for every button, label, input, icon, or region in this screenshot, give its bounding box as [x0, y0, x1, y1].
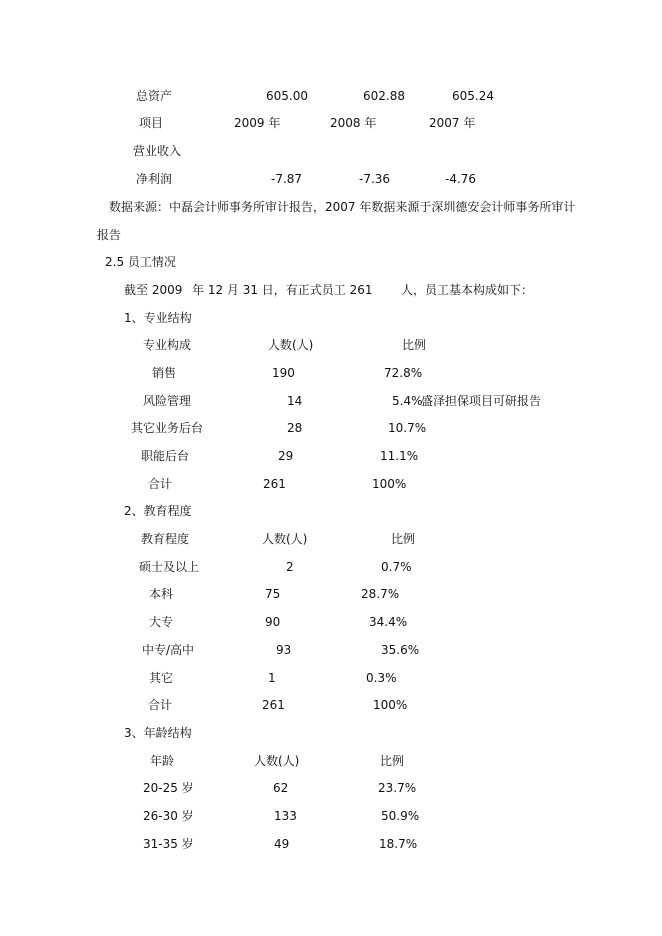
- professional-row-2-category: 其它业务后台: [131, 421, 204, 435]
- total-assets-2007: 605.24: [452, 89, 494, 103]
- education-row-3-ratio: 35.6%: [381, 643, 420, 657]
- professional-header-ratio: 比例: [402, 338, 427, 352]
- total-assets-2009: 605.00: [266, 89, 308, 103]
- net-profit-label: 净利润: [136, 172, 173, 186]
- professional-title: 1、专业结构: [124, 311, 192, 325]
- revenue-label: 营业收入: [133, 144, 182, 158]
- education-row-5-ratio: 100%: [373, 698, 408, 712]
- education-row-2-level: 大专: [149, 615, 174, 629]
- professional-row-4-ratio: 100%: [372, 477, 407, 491]
- total-assets-2008: 602.88: [363, 89, 405, 103]
- source-note-line1: 数据来源：中磊会计师事务所审计报告，2007 年数据来源于深圳德安会计师事务所审计: [109, 200, 576, 214]
- professional-row-0-ratio: 72.8%: [384, 366, 423, 380]
- professional-row-0-category: 销售: [152, 366, 177, 380]
- education-row-2-ratio: 34.4%: [369, 615, 408, 629]
- professional-row-4-category: 合计: [148, 477, 173, 491]
- source-note-line2: 报告: [97, 228, 122, 242]
- age-row-1-count: 133: [274, 809, 297, 823]
- net-profit-2008: -7.36: [359, 172, 391, 186]
- education-row-1-ratio: 28.7%: [361, 587, 400, 601]
- education-row-0-count: 2: [286, 560, 294, 574]
- age-row-2-count: 49: [274, 837, 290, 851]
- education-row-0-level: 硕士及以上: [139, 560, 200, 574]
- professional-row-3-count: 29: [278, 449, 294, 463]
- education-row-2-count: 90: [265, 615, 281, 629]
- age-row-0-range: 20-25 岁: [143, 781, 194, 795]
- education-row-5-level: 合计: [148, 698, 173, 712]
- education-title: 2、教育程度: [124, 504, 192, 518]
- education-row-4-count: 1: [268, 671, 276, 685]
- net-profit-2009: -7.87: [271, 172, 303, 186]
- age-row-2-ratio: 18.7%: [379, 837, 418, 851]
- financial-header-label: 项目: [139, 116, 164, 130]
- professional-row-0-count: 190: [272, 366, 295, 380]
- financial-header-2009: 2009 年: [234, 116, 281, 130]
- professional-row-1-count: 14: [287, 394, 303, 408]
- net-profit-2007: -4.76: [445, 172, 477, 186]
- professional-header-category: 专业构成: [143, 338, 192, 352]
- education-header-ratio: 比例: [391, 532, 416, 546]
- age-row-1-ratio: 50.9%: [381, 809, 420, 823]
- financial-header-2007: 2007 年: [429, 116, 476, 130]
- intro-part-b: 年 12 月 31 日，有正式员工 261: [192, 283, 373, 297]
- inline-note: 盛泽担保项目可研报告: [421, 394, 542, 408]
- age-row-0-count: 62: [273, 781, 289, 795]
- professional-header-count: 人数(人): [268, 338, 314, 352]
- professional-row-2-ratio: 10.7%: [388, 421, 427, 435]
- education-header-count: 人数(人): [262, 532, 308, 546]
- age-row-0-ratio: 23.7%: [378, 781, 417, 795]
- age-row-1-range: 26-30 岁: [143, 809, 194, 823]
- education-row-4-level: 其它: [149, 671, 174, 685]
- age-title: 3、年龄结构: [124, 726, 192, 740]
- professional-row-1-ratio: 5.4%: [392, 394, 423, 408]
- professional-row-4-count: 261: [263, 477, 286, 491]
- section-title: 2.5 员工情况: [105, 255, 176, 269]
- age-row-2-range: 31-35 岁: [143, 837, 194, 851]
- education-row-4-ratio: 0.3%: [366, 671, 397, 685]
- professional-row-3-ratio: 11.1%: [380, 449, 419, 463]
- professional-row-2-count: 28: [287, 421, 303, 435]
- intro-part-c: 人，员工基本构成如下：: [401, 283, 534, 297]
- professional-row-1-category: 风险管理: [143, 394, 192, 408]
- education-row-1-level: 本科: [149, 587, 174, 601]
- education-row-3-count: 93: [276, 643, 292, 657]
- age-header-count: 人数(人): [254, 754, 300, 768]
- professional-row-3-category: 职能后台: [141, 449, 190, 463]
- education-row-1-count: 75: [265, 587, 281, 601]
- total-assets-label: 总资产: [136, 89, 173, 103]
- education-header-level: 教育程度: [141, 532, 190, 546]
- financial-header-2008: 2008 年: [330, 116, 377, 130]
- intro-part-a: 截至 2009: [124, 283, 183, 297]
- age-header-range: 年龄: [150, 754, 175, 768]
- education-row-3-level: 中专/高中: [142, 643, 195, 657]
- age-header-ratio: 比例: [380, 754, 405, 768]
- education-row-0-ratio: 0.7%: [381, 560, 412, 574]
- education-row-5-count: 261: [262, 698, 285, 712]
